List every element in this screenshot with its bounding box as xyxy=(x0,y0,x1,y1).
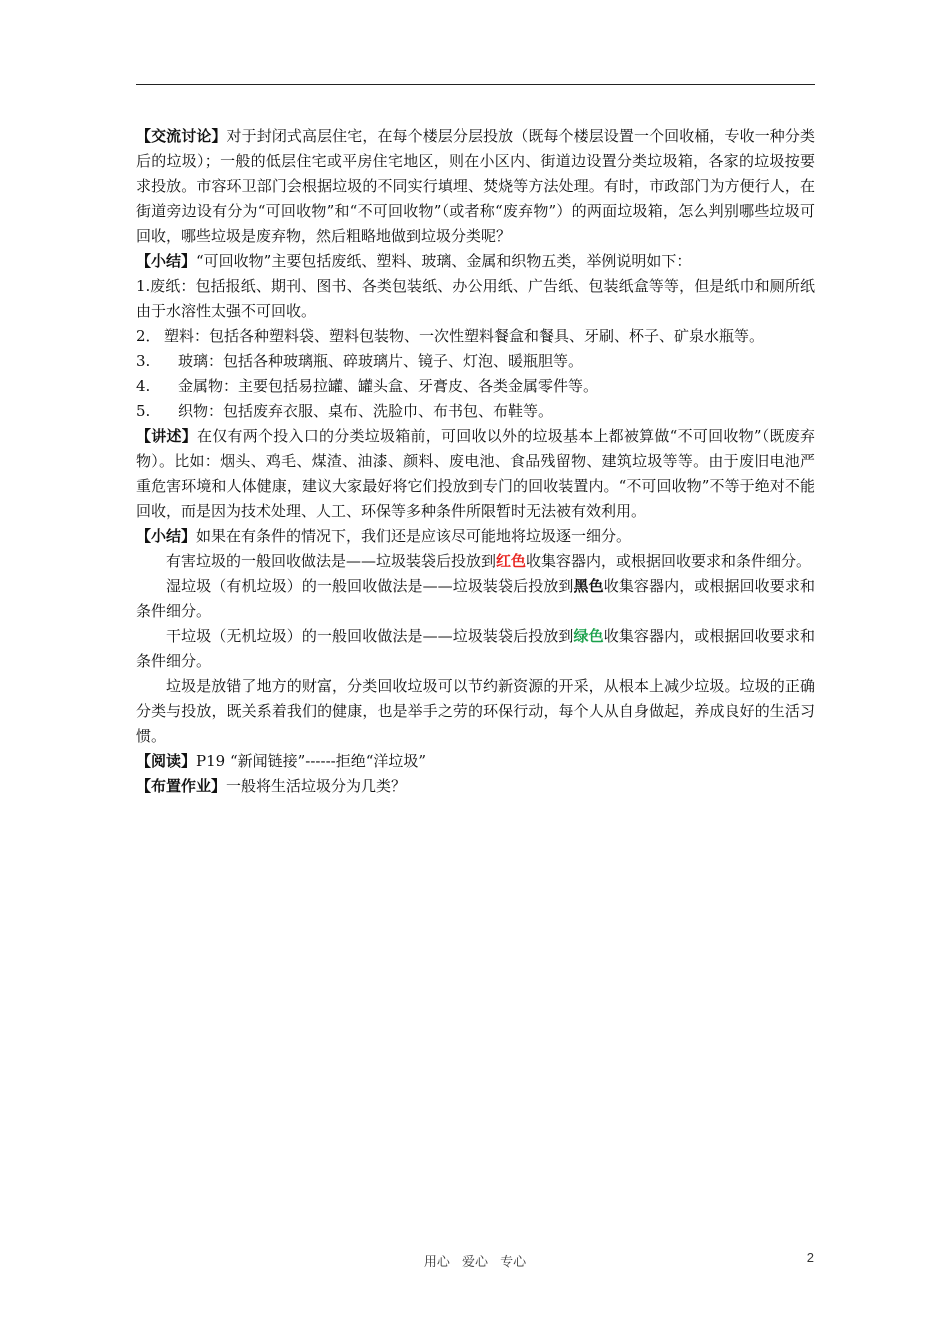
lecture-tag: 【讲述】 xyxy=(136,427,197,445)
homework-paragraph xyxy=(136,774,815,799)
list-item-number: 3. xyxy=(136,352,151,370)
homework-text: 一般将生活垃圾分为几类？ xyxy=(226,777,407,795)
summary-paragraph-2 xyxy=(136,524,815,549)
reading-paragraph xyxy=(136,749,815,774)
list-item-text: 金属物：主要包括易拉罐、罐头盒、牙膏皮、各类金属零件等。 xyxy=(178,377,599,395)
dry-paragraph xyxy=(136,624,815,674)
list-item-plastic xyxy=(136,324,815,349)
dry-text-after: 收集容器内，或根据回收要求和条件细分。 xyxy=(136,627,815,670)
summary-text-2: 如果在有条件的情况下，我们还是应该尽可能地将垃圾逐一细分。 xyxy=(196,527,632,545)
list-item-text: 织物：包括废弃衣服、桌布、洗脸巾、布书包、布鞋等。 xyxy=(178,402,554,420)
footer-motto: 用心 爱心 专心 xyxy=(423,1255,527,1270)
list-item-paper xyxy=(136,274,815,324)
green-color-word: 绿色 xyxy=(573,627,604,645)
list-item-fabric xyxy=(136,399,815,424)
summary-paragraph-1 xyxy=(136,249,815,274)
page-number: 2 xyxy=(806,1250,814,1265)
wet-text-after: 收集容器内，或根据回收要求和条件细分。 xyxy=(136,577,815,620)
discussion-paragraph xyxy=(136,124,815,249)
list-item-text: 废纸：包括报纸、期刊、图书、各类包装纸、办公用纸、广告纸、包装纸盒等等，但是纸巾和厕所纸由于水溶性太强不可回收。 xyxy=(136,277,815,320)
lecture-paragraph xyxy=(136,424,815,524)
reading-text: P19 “新闻链接”------拒绝“洋垃圾” xyxy=(196,752,427,770)
document-body xyxy=(136,124,815,799)
list-item-metal xyxy=(136,374,815,399)
hazardous-text-before: 有害垃圾的一般回收做法是——垃圾装袋后投放到 xyxy=(166,552,497,570)
closing-paragraph: 垃圾是放错了地方的财富，分类回收垃圾可以节约新资源的开采，从根本上减少垃圾。垃圾的正确分类与投放，既关系着我们的健康，也是举手之劳的环保行动，每个人从自身做起，养成良好的生活习惯。 xyxy=(136,677,815,745)
list-item-text: 玻璃：包括各种玻璃瓶、碎玻璃片、镜子、灯泡、暖瓶胆等。 xyxy=(178,352,584,370)
lecture-text: 在仅有两个投入口的分类垃圾箱前，可回收以外的垃圾基本上都被算做“不可回收物”（既废弃物）。比如：烟头、鸡毛、煤渣、油漆、颜料、废电池、食品残留物、建筑垃圾等等。由于废旧电池严重危害环境和人体健康，建议大家最好将它们投放到专门的回收装置内。“不可回收物”不等于绝对不能回收，而是因为技术处理、人工、环保等多种条件所限暂时无法被有效利用。 xyxy=(136,427,815,520)
list-item-number: 4. xyxy=(136,377,151,395)
header-rule xyxy=(136,84,815,85)
dry-text-before: 干垃圾（无机垃圾）的一般回收做法是——垃圾装袋后投放到 xyxy=(166,627,574,645)
summary-tag-1: 【小结】 xyxy=(136,252,197,270)
red-color-word: 红色 xyxy=(496,552,527,570)
homework-tag: 【布置作业】 xyxy=(136,777,227,795)
black-color-word: 黑色 xyxy=(573,577,604,595)
list-item-text: 塑料：包括各种塑料袋、塑料包装物、一次性塑料餐盒和餐具、牙刷、杯子、矿泉水瓶等。 xyxy=(164,327,765,345)
discussion-tag: 【交流讨论】 xyxy=(136,127,227,145)
list-item-number: 1. xyxy=(136,277,151,295)
reading-tag: 【阅读】 xyxy=(136,752,197,770)
summary-text-1: “可回收物”主要包括废纸、塑料、玻璃、金属和织物五类，举例说明如下： xyxy=(196,252,692,270)
hazardous-paragraph xyxy=(136,549,815,574)
list-item-number: 5. xyxy=(136,402,151,420)
summary-tag-2: 【小结】 xyxy=(136,527,197,545)
wet-paragraph xyxy=(136,574,815,624)
list-item-number: 2． xyxy=(136,327,161,345)
wet-text-before: 湿垃圾（有机垃圾）的一般回收做法是——垃圾装袋后投放到 xyxy=(166,577,574,595)
list-item-glass xyxy=(136,349,815,374)
discussion-text: 对于封闭式高层住宅，在每个楼层分层投放（既每个楼层设置一个回收桶，专收一种分类后的垃圾）；一般的低层住宅或平房住宅地区，则在小区内、街道边设置分类垃圾箱，各家的垃圾按要求投放。市容环卫部门会根据垃圾的不同实行填埋、焚烧等方法处理。有时，市政部门为方便行人，在街道旁边设有分为“可回收物”和“不可回收物”（或者称“废弃物”）的两面垃圾箱，怎么判别哪些垃圾可回收，哪些垃圾是废弃物，然后粗略地做到垃圾分类呢？ xyxy=(136,127,815,245)
hazardous-text-after: 收集容器内，或根据回收要求和条件细分。 xyxy=(526,552,812,570)
